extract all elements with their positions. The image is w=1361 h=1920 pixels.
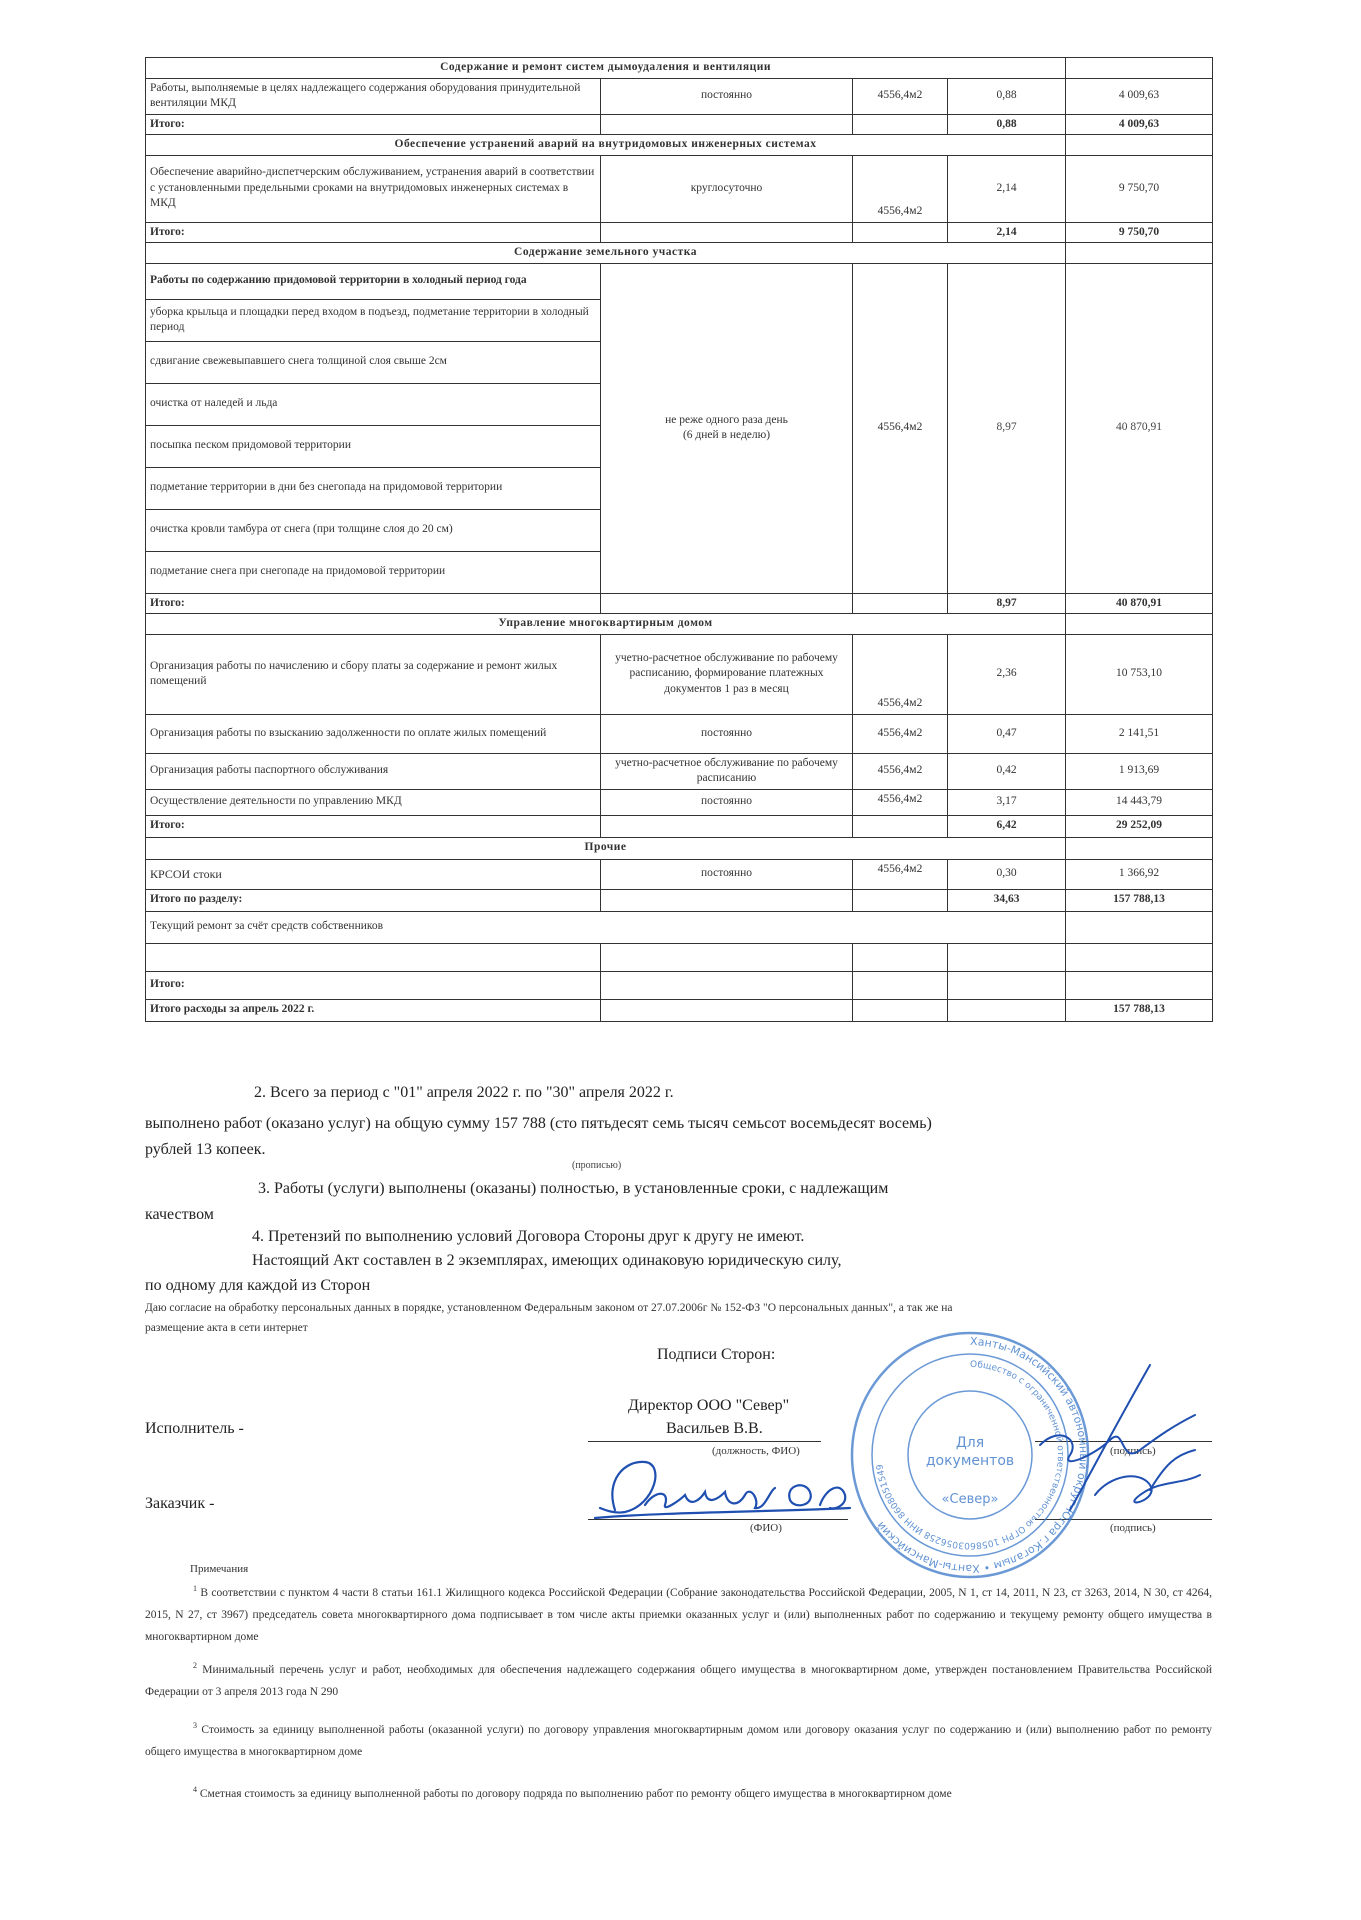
section-total-row	[146, 889, 1213, 911]
service-cost: 2 141,51	[1066, 714, 1213, 753]
service-name: Организация работы паспортного обслуживания	[146, 753, 601, 789]
paragraph-5: Настоящий Акт составлен в 2 экземплярах, имеющих одинаковую юридическую силу,	[252, 1252, 842, 1269]
section-total-rate: 34,63	[948, 889, 1066, 911]
land-item: уборка крыльца и площадки перед входом в подъезд, подметание территории в холодный период	[146, 299, 601, 341]
table-row	[146, 789, 1213, 815]
table-row	[146, 859, 1213, 889]
total-cost: 40 870,91	[1066, 593, 1213, 614]
service-area: 4556,4м2	[853, 859, 948, 889]
service-cost: 4 009,63	[1066, 78, 1213, 114]
service-periodicity: круглосуточно	[601, 155, 853, 222]
section-title-emergency: Обеспечение устранений аварий на внутридомовых инженерных системах	[146, 135, 1066, 156]
paragraph-3: 3. Работы (услуги) выполнены (оказаны) полностью, в установленные сроки, с надлежащим	[258, 1180, 889, 1197]
land-rate: 8,97	[948, 263, 1066, 593]
total-rate: 0,88	[948, 114, 1066, 135]
customer-label: Заказчик -	[145, 1495, 215, 1512]
section-title-smoke: Содержание и ремонт систем дымоудаления и вентиляции	[146, 58, 1066, 79]
note-4-text: Сметная стоимость за единицу выполненной работы по договору подряда по выполнению работ по ремонту общего имущества в многоквартирном доме	[199, 1787, 952, 1800]
table-row	[146, 78, 1213, 114]
customer-handwritten-name	[585, 1450, 855, 1530]
month-total-cost: 157 788,13	[1066, 999, 1213, 1021]
svg-text:Общество с ограниченной ответс: Общество с ограниченной ответственностью ОГРН 1058603056258 ИНН 8608051549	[875, 1359, 1065, 1551]
total-label: Итого:	[146, 593, 601, 614]
service-rate: 0,47	[948, 714, 1066, 753]
fio-caption: (ФИО)	[750, 1522, 782, 1534]
notes-title: Примечания	[190, 1563, 249, 1575]
note-2-mark: 2	[193, 1661, 197, 1670]
executor-name-line	[588, 1441, 821, 1442]
table-row	[146, 155, 1213, 222]
service-rate: 0,42	[948, 753, 1066, 789]
land-item: очистка кровли тамбура от снега (при толщине слоя до 20 см)	[146, 509, 601, 551]
note-4-mark: 4	[193, 1785, 197, 1794]
land-item: посыпка песком придомовой территории	[146, 425, 601, 467]
note-3-text: Стоимость за единицу выполненной работы (оказанной услуги) по договору управления многоквартирным домом или договору оказания услуг по содержанию и (или) выполнению работ по ремонту общего имущества в многоквартирном доме	[145, 1723, 1213, 1758]
section-title-management: Управление многоквартирным домом	[146, 614, 1066, 635]
month-total-row	[146, 999, 1213, 1021]
service-cost: 1 366,92	[1066, 859, 1213, 889]
land-periodicity	[601, 263, 853, 593]
total-label: Итого:	[146, 815, 601, 837]
total-rate: 6,42	[948, 815, 1066, 837]
land-item: очистка от наледей и льда	[146, 383, 601, 425]
land-periodicity-line2: (6 дней в неделю)	[682, 429, 771, 442]
repair-total-label: Итого:	[146, 971, 601, 999]
paragraph-4: 4. Претензий по выполнению условий Договора Стороны друг к другу не имеют.	[252, 1228, 805, 1245]
signatures-title: Подписи Сторон:	[657, 1346, 776, 1363]
director-name: Васильев В.В.	[666, 1420, 763, 1437]
signature-caption: (подпись)	[1110, 1445, 1156, 1457]
land-item: подметание снега при снегопаде на придомовой территории	[146, 551, 601, 593]
table-row	[146, 753, 1213, 789]
table-row	[146, 634, 1213, 714]
svg-text:Для: Для	[955, 1435, 985, 1451]
paragraph-2-rubles: рублей 13 копеек.	[145, 1141, 266, 1158]
service-cost: 1 913,69	[1066, 753, 1213, 789]
section-title-other: Прочие	[146, 837, 1066, 859]
propisyu-caption: (прописью)	[572, 1160, 622, 1171]
svg-text:«Север»: «Север»	[941, 1492, 999, 1507]
land-item: сдвигание свежевыпавшего снега толщиной слоя свыше 2см	[146, 341, 601, 383]
total-cost: 9 750,70	[1066, 222, 1213, 243]
service-area: 4556,4м2	[853, 634, 948, 714]
section-total-label: Итого по разделу:	[146, 889, 601, 911]
service-name: Осуществление деятельности по управлению МКД	[146, 789, 601, 815]
note-1-mark: 1	[193, 1584, 197, 1593]
consent-line-2: размещение акта в сети интернет	[145, 1322, 308, 1334]
service-name: КРСОИ стоки	[146, 859, 601, 889]
total-row	[146, 593, 1213, 614]
service-area: 4556,4м2	[853, 78, 948, 114]
service-rate: 0,88	[948, 78, 1066, 114]
service-area: 4556,4м2	[853, 753, 948, 789]
land-area: 4556,4м2	[853, 263, 948, 593]
total-cost: 4 009,63	[1066, 114, 1213, 135]
table-row	[146, 263, 1213, 299]
consent-line-1: Даю согласие на обработку персональных данных в порядке, установленном Федеральным законом от 27.07.2006г № 152-ФЗ "О персональных данных", а так же на	[145, 1302, 953, 1314]
repair-label: Текущий ремонт за счёт средств собственников	[146, 911, 1066, 943]
service-area: 4556,4м2	[853, 714, 948, 753]
section-title-land: Содержание земельного участка	[146, 243, 1066, 264]
signature-caption-2: (подпись)	[1110, 1522, 1156, 1534]
service-name: Организация работы по взысканию задолженности по оплате жилых помещений	[146, 714, 601, 753]
service-cost: 14 443,79	[1066, 789, 1213, 815]
position-caption: (должность, ФИО)	[712, 1445, 800, 1457]
note-3-mark: 3	[193, 1721, 197, 1730]
total-label: Итого:	[146, 114, 601, 135]
total-rate: 2,14	[948, 222, 1066, 243]
note-2	[145, 1658, 1212, 1704]
svg-text:Ханты-Мансийский автономный ок: Ханты-Мансийский автономный округ-Югра г.Когалым • Ханты-Мансийский	[874, 1334, 1091, 1576]
table-row	[146, 714, 1213, 753]
paragraph-2-amount: выполнено работ (оказано услуг) на общую сумму 157 788 (сто пятьдесят семь тысяч семьсот восемьдесят восемь)	[145, 1115, 932, 1132]
total-row	[146, 222, 1213, 243]
month-total-label: Итого расходы за апрель 2022 г.	[146, 999, 601, 1021]
service-cost: 9 750,70	[1066, 155, 1213, 222]
paragraph-3-cont: качеством	[145, 1206, 214, 1223]
paragraph-5-cont: по одному для каждой из Сторон	[145, 1277, 371, 1294]
service-periodicity: постоянно	[601, 714, 853, 753]
note-3	[145, 1718, 1212, 1764]
director-position: Директор ООО "Север"	[628, 1397, 790, 1414]
service-cost: 10 753,10	[1066, 634, 1213, 714]
note-1-text: В соответствии с пунктом 4 части 8 статьи 161.1 Жилищного кодекса Российской Федерации (Собрание законодательства Российской Федерации, 2005, N 1, ст 14, 2011, N 23, ст 3263, 2014, N 30, ст 4264, 2015, N 27, ст 3967) председатель совета многоквартирного дома подписывает в том числе акты приемки оказанных услуг и (или) выполненных работ по содержанию и текущему ремонту общего имущества в многоквартирном доме	[145, 1586, 1212, 1643]
service-rate: 3,17	[948, 789, 1066, 815]
service-rate: 0,30	[948, 859, 1066, 889]
service-rate: 2,36	[948, 634, 1066, 714]
service-rate: 2,14	[948, 155, 1066, 222]
service-periodicity: учетно-расчетное обслуживание по рабочему расписанию, формирование платежных документов 1 раз в месяц	[601, 634, 853, 714]
service-area: 4556,4м2	[853, 789, 948, 815]
note-2-text: Минимальный перечень услуг и работ, необходимых для обеспечения надлежащего содержания общего имущества в многоквартирном доме, утвержден постановлением Правительства Российской Федерации от 3 апреля 2013 года N 290	[145, 1663, 1213, 1698]
service-name: Организация работы по начислению и сбору платы за содержание и ремонт жилых помещений	[146, 634, 601, 714]
service-name: Обеспечение аварийно-диспетчерским обслуживанием, устранения аварий в соответствии с установленными предельными сроками на внутридомовых инженерных системах в МКД	[146, 155, 601, 222]
svg-text:документов: документов	[925, 1453, 1015, 1469]
service-periodicity: учетно-расчетное обслуживание по рабочему расписанию	[601, 753, 853, 789]
total-row	[146, 815, 1213, 837]
service-periodicity: постоянно	[601, 859, 853, 889]
note-4	[145, 1782, 1212, 1806]
total-cost: 29 252,09	[1066, 815, 1213, 837]
land-item: подметание территории в дни без снегопада на придомовой территории	[146, 467, 601, 509]
land-header: Работы по содержанию придомовой территории в холодный период года	[146, 263, 601, 299]
note-1	[145, 1581, 1212, 1648]
service-area: 4556,4м2	[853, 155, 948, 222]
total-row	[146, 114, 1213, 135]
executor-signature	[1000, 1345, 1210, 1520]
land-cost: 40 870,91	[1066, 263, 1213, 593]
land-periodicity-line1: не реже одного раза день	[665, 413, 788, 426]
services-table	[145, 57, 1213, 1022]
section-total-cost: 157 788,13	[1066, 889, 1213, 911]
total-rate: 8,97	[948, 593, 1066, 614]
executor-label: Исполнитель -	[145, 1420, 244, 1437]
service-name: Работы, выполняемые в целях надлежащего содержания оборудования принудительной вентиляции МКД	[146, 78, 601, 114]
total-label: Итого:	[146, 222, 601, 243]
service-periodicity: постоянно	[601, 789, 853, 815]
service-periodicity: постоянно	[601, 78, 853, 114]
paragraph-2: 2. Всего за период с "01" апреля 2022 г. по "30" апреля 2022 г.	[254, 1084, 674, 1101]
repair-total-row	[146, 971, 1213, 999]
